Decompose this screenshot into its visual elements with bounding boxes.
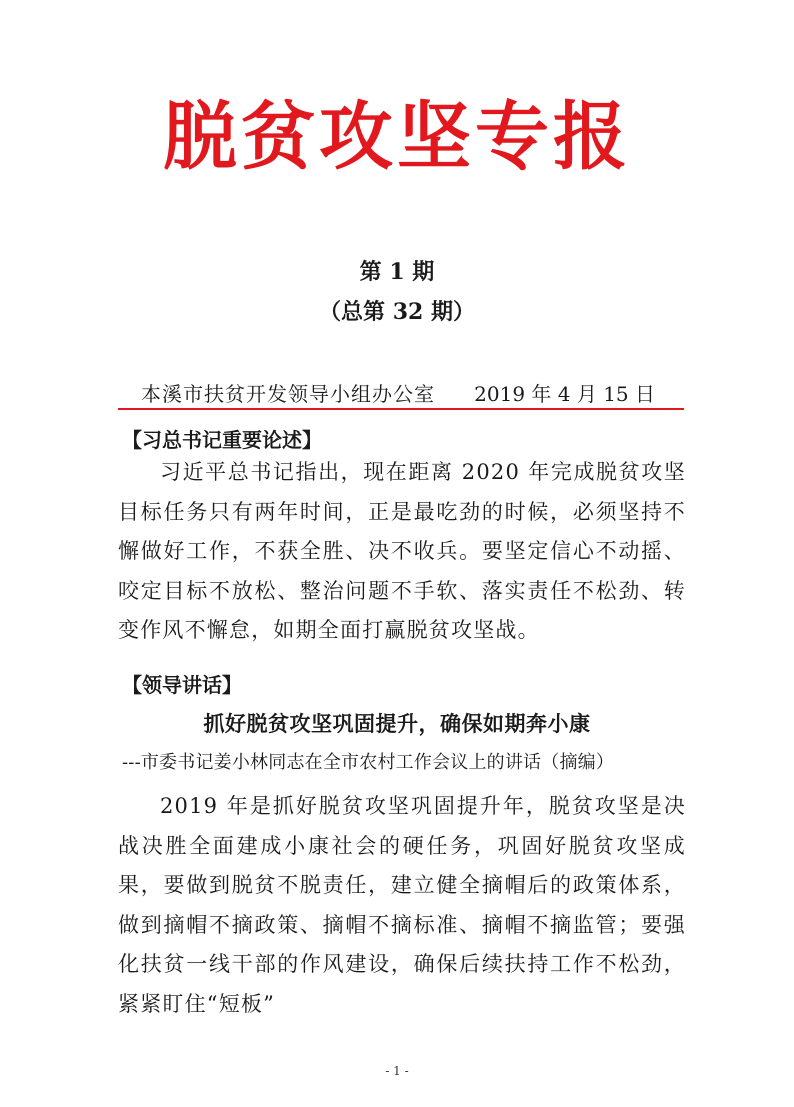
speech-subtitle: ---市委书记姜小林同志在全市农村工作会议上的讲话（摘编） [122,752,615,773]
issuing-office: 本溪市扶贫开发领导小组办公室 [141,382,435,406]
section-heading-leader-speech: 【领导讲话】 [122,673,242,697]
section-heading-xi-remarks: 【习总书记重要论述】 [122,428,322,452]
red-divider-rule [118,408,684,410]
issue-number: 第 1 期 [359,259,435,285]
speech-paragraph: 2019 年是抓好脱贫攻坚巩固提升年，脱贫攻坚是决战决胜全面建成小康社会的硬任务，巩固好脱贫攻坚成果，要做到脱贫不脱责任，建立健全摘帽后的政策体系，做到摘帽不摘政策、摘帽不摘标准、摘帽不摘监管；要强化扶贫一线干部的作风建设，确保后续扶持工作不松劲，紧紧盯住“短板” [118,794,686,1016]
dateline [125,378,669,404]
issue-total: （总第 32 期） [319,299,475,325]
xi-remarks-paragraph: 习近平总书记指出，现在距离 2020 年完成脱贫攻坚目标任务只有两年时间，正是最吃劲的时候，必须坚持不懈做好工作，不获全胜、决不收兵。要坚定信心不动摇、咬定目标不放松、整治问题不手软、落实责任不松劲、转变作风不懈怠，如期全面打赢脱贫攻坚战。 [118,460,686,642]
speech-title: 抓好脱贫攻坚巩固提升，确保如期奔小康 [203,711,591,736]
masthead-title: 脱贫攻坚专报 [163,94,631,180]
page-number: - 1 - [385,1064,409,1078]
issue-date: 2019 年 4 月 15 日 [474,382,655,406]
